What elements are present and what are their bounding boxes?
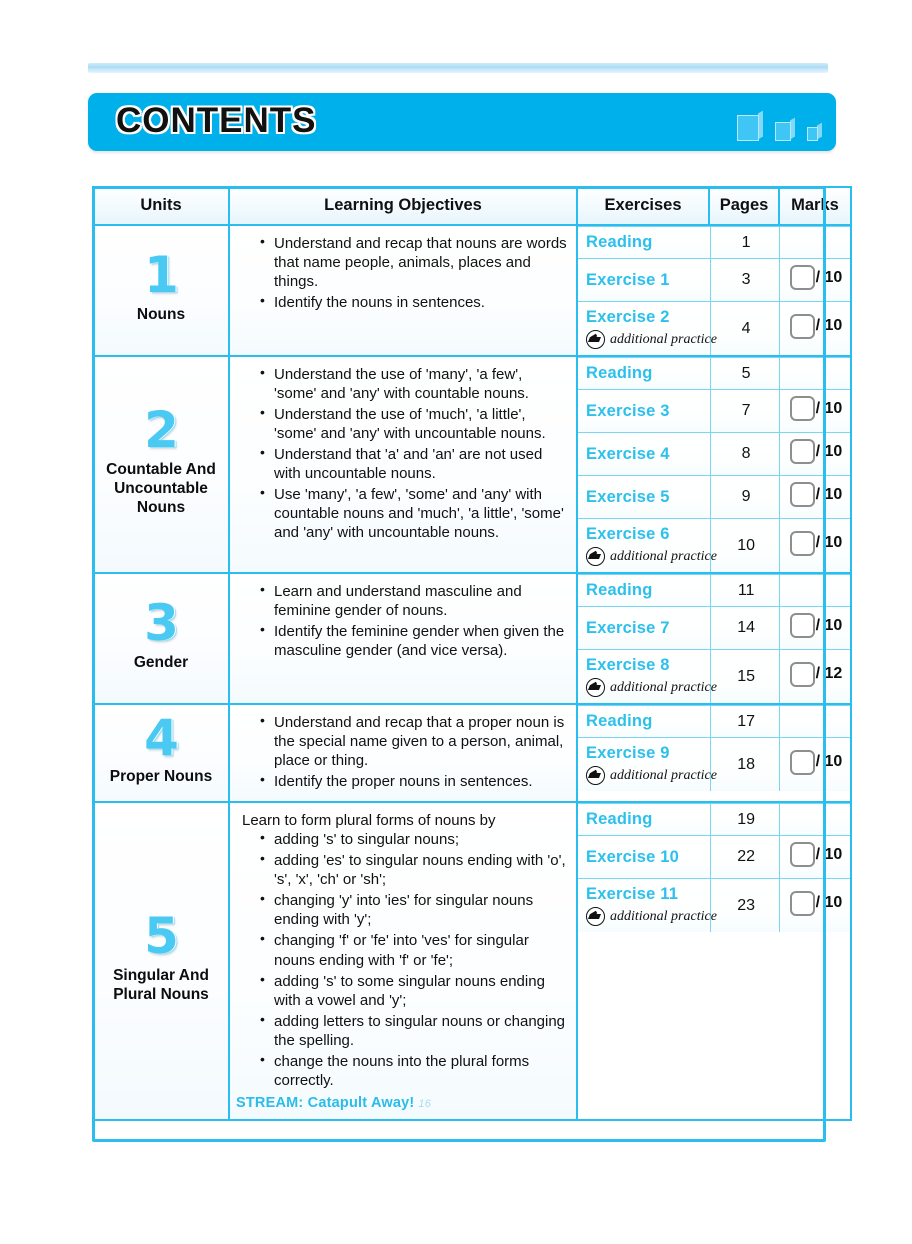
marks-total: / 10 — [815, 317, 843, 334]
exercise-cell[interactable] — [578, 390, 711, 433]
objectives-list — [236, 713, 568, 791]
page-cell — [711, 575, 780, 607]
page-title: CONTENTS — [116, 101, 317, 140]
additional-practice-label: additional practice — [610, 679, 717, 695]
marks-cell — [779, 879, 850, 933]
marks-cell — [779, 836, 850, 879]
page-number: 23 — [737, 896, 756, 914]
marks-field[interactable] — [790, 439, 843, 464]
stream-page: 16 — [418, 1097, 432, 1110]
marks-cell — [779, 259, 850, 302]
marks-field[interactable] — [790, 314, 843, 339]
entry-row — [578, 519, 850, 573]
unit-number: 5 — [144, 907, 178, 966]
additional-practice — [586, 678, 717, 697]
unit-cell — [93, 802, 229, 1120]
unit-name: Singular And Plural Nouns — [113, 966, 209, 1003]
additional-practice — [586, 330, 717, 349]
exercise-label: Reading — [586, 810, 653, 829]
page-cell — [711, 259, 780, 302]
learning-objectives-cell — [229, 704, 577, 802]
entry-row — [578, 804, 850, 836]
marks-cell — [779, 706, 850, 738]
marks-cell — [779, 575, 850, 607]
unit-cell — [93, 704, 229, 802]
entry-row — [578, 836, 850, 879]
marks-total: / 10 — [815, 399, 843, 417]
marks-total: / 10 — [815, 534, 843, 551]
exercise-label: Exercise 9 — [586, 744, 670, 762]
exercise-cell[interactable] — [578, 433, 711, 476]
contents-table — [92, 186, 852, 1121]
objective-item: • changing 'y' into 'ies' for singular nouns ending with 'y'; — [260, 891, 568, 929]
page-cell — [711, 607, 780, 650]
exercise-cell[interactable] — [578, 706, 711, 738]
unit-cell — [93, 573, 229, 704]
entries-group — [577, 704, 851, 802]
exercise-label: Reading — [586, 581, 653, 599]
additional-practice-icon — [586, 547, 605, 566]
entries-group — [577, 225, 851, 356]
unit-name: Countable And Uncountable Nouns — [106, 460, 216, 516]
exercise-label: Exercise 10 — [586, 847, 680, 866]
unit-number: 1 — [144, 246, 178, 305]
exercise-cell[interactable] — [578, 575, 711, 607]
exercise-cell[interactable] — [578, 259, 711, 302]
entry-row — [578, 358, 850, 390]
marks-input-box[interactable] — [790, 891, 815, 916]
page-cell — [711, 476, 780, 519]
page-number: 1 — [741, 233, 751, 251]
page-cell — [711, 836, 780, 879]
unit-name: Proper Nouns — [109, 768, 213, 786]
entry-row — [578, 738, 850, 792]
learning-objectives-cell — [229, 802, 577, 1120]
page-cell — [711, 706, 780, 738]
additional-practice-label: additional practice — [610, 331, 717, 347]
objective-item: • Identify the nouns in sentences. — [260, 293, 568, 312]
stream-activity — [236, 1095, 568, 1111]
banner-book-icons — [737, 107, 818, 141]
objective-item: • adding 's' to some singular nouns ending with a vowel and 'y'; — [260, 972, 568, 1010]
unit-name: Gender — [133, 653, 189, 671]
page-number: 4 — [741, 319, 751, 337]
entry-row — [578, 476, 850, 519]
marks-field[interactable] — [790, 265, 843, 290]
table-row — [93, 573, 851, 704]
unit-cell — [93, 225, 229, 356]
exercise-label: Exercise 4 — [586, 444, 670, 463]
marks-input-box[interactable] — [790, 396, 815, 421]
page-cell — [711, 650, 780, 704]
additional-practice-label: additional practice — [610, 767, 717, 783]
exercise-label: Exercise 2 — [586, 308, 670, 326]
additional-practice-icon — [586, 678, 605, 697]
objective-item: • Identify the proper nouns in sentences. — [260, 772, 568, 791]
exercise-cell[interactable] — [578, 476, 711, 519]
entries-group — [577, 356, 851, 573]
entry-row — [578, 259, 850, 302]
marks-field[interactable] — [790, 662, 843, 687]
page-number: 14 — [737, 619, 756, 636]
exercise-cell[interactable] — [578, 738, 717, 792]
exercise-cell[interactable] — [578, 519, 717, 573]
marks-total: / 10 — [815, 753, 843, 770]
exercise-label: Exercise 3 — [586, 401, 670, 420]
page-number: 5 — [741, 364, 751, 382]
header-exercises: Exercises — [577, 187, 709, 225]
table-row — [93, 704, 851, 802]
entry-row — [578, 650, 850, 704]
page-cell — [711, 879, 780, 933]
marks-cell — [779, 804, 850, 836]
unit-number: 4 — [144, 708, 178, 767]
page-number: 22 — [737, 848, 756, 866]
page-cell — [711, 804, 780, 836]
entry-row — [578, 575, 850, 607]
marks-total: / 10 — [815, 442, 843, 460]
entry-row — [578, 390, 850, 433]
unit-number: 3 — [144, 594, 178, 653]
header-objectives: Learning Objectives — [229, 187, 577, 225]
page-cell — [711, 519, 780, 573]
entry-row — [578, 433, 850, 476]
objective-item: • Understand that 'a' and 'an' are not used with uncountable nouns. — [260, 445, 568, 483]
objective-item: • adding letters to singular nouns or changing the spelling. — [260, 1012, 568, 1050]
marks-field[interactable] — [790, 531, 843, 556]
marks-input-box[interactable] — [790, 482, 815, 507]
marks-cell — [779, 607, 850, 650]
marks-field[interactable] — [790, 613, 843, 638]
marks-input-box[interactable] — [790, 750, 815, 775]
marks-cell — [779, 358, 850, 390]
marks-field[interactable] — [790, 891, 843, 916]
marks-field[interactable] — [790, 750, 843, 775]
objective-item: • changing 'f' or 'fe' into 'ves' for singular nouns ending with 'f' or 'fe'; — [260, 931, 568, 969]
marks-total: / 10 — [815, 268, 843, 286]
marks-input-box[interactable] — [790, 531, 815, 556]
marks-cell — [779, 650, 850, 704]
marks-cell — [779, 519, 850, 573]
exercise-cell[interactable] — [578, 650, 717, 704]
exercise-cell[interactable] — [578, 804, 711, 836]
marks-input-box[interactable] — [790, 265, 815, 290]
page-cell — [711, 227, 780, 259]
page-number: 3 — [741, 271, 751, 288]
marks-input-box[interactable] — [790, 662, 815, 687]
table-row — [93, 802, 851, 1120]
book-icon-small — [807, 127, 818, 141]
page-number: 7 — [741, 402, 751, 419]
page-number: 9 — [741, 488, 751, 505]
decorative-top-bar — [88, 63, 828, 73]
header-marks: Marks — [779, 187, 851, 225]
marks-cell — [779, 476, 850, 519]
page-cell — [711, 738, 780, 792]
table-header-row — [93, 187, 851, 225]
exercise-cell[interactable] — [578, 358, 711, 390]
page-number: 11 — [737, 581, 755, 599]
marks-cell — [779, 433, 850, 476]
objectives-lead: Learn to form plural forms of nouns by — [242, 812, 496, 830]
page-number: 17 — [737, 712, 756, 730]
marks-field[interactable] — [790, 482, 843, 507]
exercise-cell[interactable] — [578, 607, 711, 650]
exercise-cell[interactable] — [578, 836, 711, 879]
exercise-cell[interactable] — [578, 879, 717, 933]
entry-row — [578, 302, 850, 356]
marks-total: / 12 — [815, 665, 843, 682]
additional-practice-icon — [586, 330, 605, 349]
objectives-list — [236, 365, 568, 542]
marks-input-box[interactable] — [790, 842, 815, 867]
objective-item: • Use 'many', 'a few', 'some' and 'any' with countable nouns and 'much', 'a little', 'some' and 'any' with uncountable nouns. — [260, 485, 568, 542]
objective-item: • adding 'es' to singular nouns ending with 'o', 's', 'x', 'ch' or 'sh'; — [260, 851, 568, 889]
book-icon-large — [737, 115, 759, 141]
exercise-label: Exercise 6 — [586, 525, 670, 543]
exercise-label: Exercise 11 — [586, 885, 679, 904]
table-row — [93, 225, 851, 356]
additional-practice-icon — [586, 766, 605, 785]
marks-cell — [779, 227, 850, 259]
unit-number: 2 — [144, 401, 178, 460]
objective-item: • Identify the feminine gender when given the masculine gender (and vice versa). — [260, 622, 568, 660]
page-cell — [711, 358, 780, 390]
objective-item: • Understand the use of 'many', 'a few', 'some' and 'any' with countable nouns. — [260, 365, 568, 403]
unit-name: Nouns — [136, 305, 186, 323]
objectives-list — [236, 830, 568, 1090]
exercise-label: Exercise 1 — [586, 270, 670, 289]
marks-input-box[interactable] — [790, 314, 815, 339]
marks-total: / 10 — [815, 616, 843, 634]
objective-item: • Learn and understand masculine and feminine gender of nouns. — [260, 582, 568, 620]
learning-objectives-cell — [229, 356, 577, 573]
page-number: 8 — [741, 445, 751, 462]
entries-group — [577, 802, 851, 1120]
page-number: 10 — [737, 536, 756, 554]
page-cell — [711, 302, 780, 356]
exercise-label: Reading — [586, 233, 653, 251]
unit-cell — [93, 356, 229, 573]
additional-practice-icon — [586, 907, 605, 926]
contents-banner — [88, 93, 836, 151]
objectives-list — [236, 234, 568, 312]
page-number: 19 — [737, 810, 756, 828]
objective-item: • adding 's' to singular nouns; — [260, 830, 568, 849]
marks-input-box[interactable] — [790, 613, 815, 638]
page-cell — [711, 433, 780, 476]
objective-item: • Understand the use of 'much', 'a little', 'some' and 'any' with uncountable nouns. — [260, 405, 568, 443]
page-cell — [711, 390, 780, 433]
exercise-label: Reading — [586, 712, 653, 730]
header-units: Units — [93, 187, 229, 225]
marks-total: / 10 — [815, 894, 843, 912]
objective-item: • change the nouns into the plural forms correctly. — [260, 1052, 568, 1090]
additional-practice — [586, 547, 717, 566]
learning-objectives-cell — [229, 225, 577, 356]
header-pages: Pages — [709, 187, 779, 225]
marks-total: / 10 — [815, 845, 843, 863]
entry-row — [578, 227, 850, 259]
exercise-label: Exercise 8 — [586, 656, 670, 674]
additional-practice — [586, 907, 717, 926]
entry-row — [578, 879, 850, 933]
marks-field[interactable] — [790, 842, 843, 867]
exercise-label: Exercise 7 — [586, 618, 670, 637]
marks-cell — [779, 390, 850, 433]
table-row — [93, 356, 851, 573]
book-icon-medium — [775, 122, 791, 141]
additional-practice — [586, 766, 717, 785]
page-number: 15 — [737, 667, 756, 685]
marks-cell — [779, 302, 850, 356]
objective-item: • Understand and recap that a proper noun is the special name given to a person, animal, place or thing. — [260, 713, 568, 770]
exercise-label: Reading — [586, 364, 653, 382]
entry-row — [578, 706, 850, 738]
learning-objectives-cell — [229, 573, 577, 704]
exercise-label: Exercise 5 — [586, 487, 670, 506]
objectives-list — [236, 582, 568, 660]
entry-row — [578, 607, 850, 650]
exercise-cell[interactable] — [578, 302, 717, 356]
exercise-cell[interactable] — [578, 227, 711, 259]
additional-practice-label: additional practice — [610, 548, 717, 564]
stream-label: STREAM: Catapult Away! — [236, 1094, 415, 1111]
marks-field[interactable] — [790, 396, 843, 421]
marks-input-box[interactable] — [790, 439, 815, 464]
additional-practice-label: additional practice — [610, 908, 717, 924]
marks-cell — [779, 738, 850, 792]
page-number: 18 — [737, 755, 756, 773]
marks-total: / 10 — [815, 485, 843, 503]
objective-item: • Understand and recap that nouns are words that name people, animals, places and things. — [260, 234, 568, 291]
entries-group — [577, 573, 851, 704]
